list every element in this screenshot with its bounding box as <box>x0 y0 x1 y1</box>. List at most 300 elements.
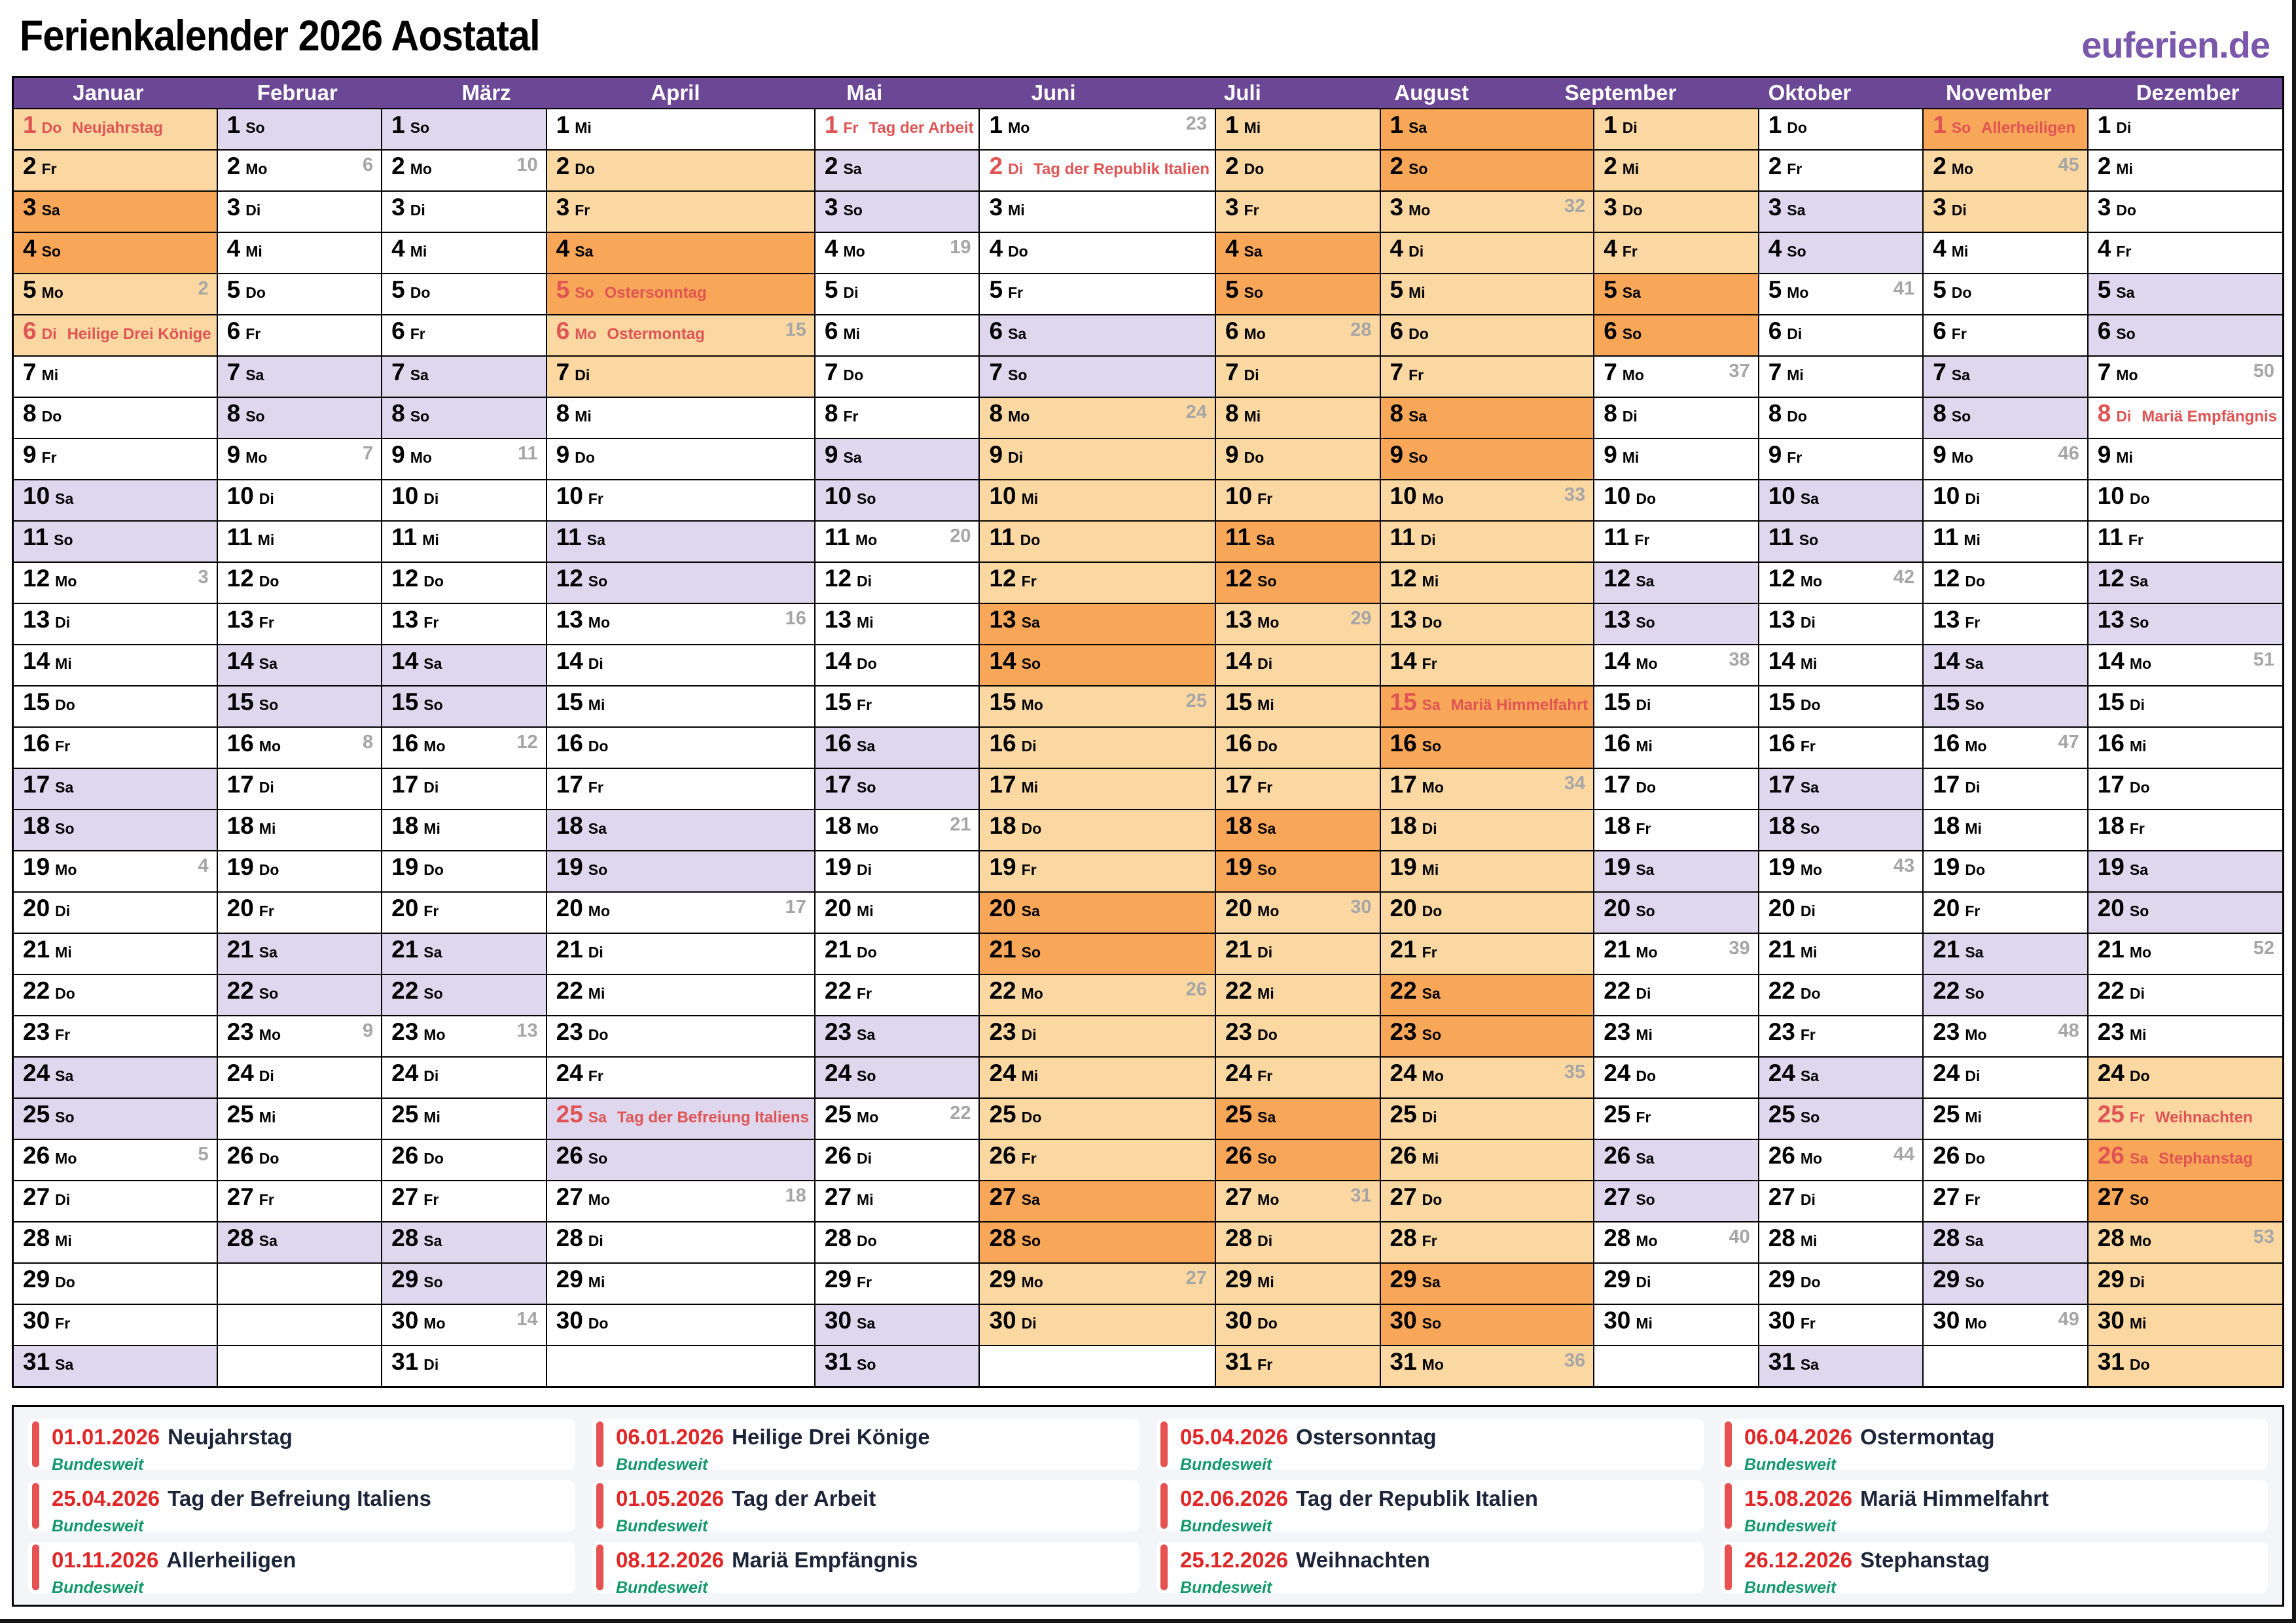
day-number: 8 <box>226 400 241 427</box>
day-number: 1 <box>989 111 1003 138</box>
day-cell <box>1924 232 2087 273</box>
day-cell <box>980 685 1215 726</box>
day-number: 29 <box>824 1266 852 1293</box>
holiday-card-line <box>52 1548 567 1573</box>
day-cell <box>1381 438 1594 479</box>
weekday-label: So <box>1622 325 1642 342</box>
weekday-label: Di <box>1622 408 1638 425</box>
weekday-label: Di <box>1800 614 1816 631</box>
day-cell <box>980 562 1215 603</box>
day-cell <box>382 149 546 190</box>
day-cell <box>547 1139 814 1180</box>
holiday-scope: Bundesweit <box>1744 1578 1837 1593</box>
day-number: 1 <box>556 111 570 138</box>
day-cell <box>2089 149 2282 190</box>
weekday-label: Do <box>588 738 609 755</box>
day-cell <box>382 438 546 479</box>
weekday-label: Mo <box>245 449 268 466</box>
day-cell <box>1924 850 2087 891</box>
day-number: 15 <box>1225 688 1253 715</box>
weekday-label: Sa <box>1257 820 1276 837</box>
holiday-name: Allerheiligen <box>166 1548 296 1572</box>
day-number: 9 <box>1933 441 1946 468</box>
day-cell <box>980 355 1215 397</box>
day-number: 13 <box>2097 606 2125 633</box>
day-cell <box>2089 190 2282 232</box>
day-cell <box>1381 644 1594 685</box>
weekday-label: Mo <box>410 449 432 466</box>
weekday-label: Di <box>1244 366 1259 383</box>
day-number: 31 <box>23 1348 50 1375</box>
day-number: 11 <box>1390 524 1416 550</box>
day-cell <box>547 685 814 726</box>
weekday-label: Do <box>41 408 62 425</box>
week-number: 49 <box>2058 1309 2079 1330</box>
weekday-label: Sa <box>259 1232 278 1249</box>
day-cell <box>382 1221 546 1262</box>
weekday-label: So <box>1787 243 1806 260</box>
weekday-label: Fr <box>1636 1109 1651 1126</box>
week-number: 48 <box>2058 1020 2079 1041</box>
month-name: Oktober <box>1768 80 1852 105</box>
weekday-label: Di <box>423 1356 439 1373</box>
weekday-label: Mi <box>1021 779 1039 796</box>
day-number: 5 <box>2097 276 2111 303</box>
weekday-label: Do <box>1636 490 1657 507</box>
weekday-label: Fr <box>55 1315 71 1332</box>
month-column <box>814 108 979 1386</box>
weekday-label: Fr <box>843 119 859 136</box>
holiday-name: Tag der Arbeit <box>732 1486 876 1510</box>
day-cell <box>547 603 814 644</box>
day-number: 14 <box>1225 647 1253 674</box>
week-number: 26 <box>1185 979 1207 1000</box>
day-number: 2 <box>1933 152 1946 179</box>
weekday-label: Do <box>1800 1274 1821 1291</box>
day-number: 25 <box>989 1101 1016 1128</box>
holiday-card-line <box>1180 1486 1696 1511</box>
day-cell <box>816 520 979 562</box>
weekday-label: Do <box>2129 1356 2150 1373</box>
weekday-label: Mo <box>1800 861 1823 878</box>
weekday-label: So <box>1244 284 1263 301</box>
card-accent-bar <box>32 1483 39 1529</box>
day-number: 23 <box>989 1018 1016 1045</box>
weekday-label: So <box>1422 1315 1442 1332</box>
weekday-label: Mi <box>2129 1315 2147 1332</box>
day-cell <box>14 726 217 768</box>
day-number: 13 <box>1225 606 1253 633</box>
weekday-label: Sa <box>1800 490 1819 507</box>
day-number: 17 <box>1225 771 1253 798</box>
day-cell <box>980 603 1215 644</box>
day-number: 13 <box>23 606 50 633</box>
day-cell <box>1759 850 1923 891</box>
weekday-label: Do <box>423 1150 444 1167</box>
day-number: 15 <box>824 688 852 715</box>
card-accent-bar <box>596 1483 603 1529</box>
weekday-label: Mo <box>1257 614 1280 631</box>
day-cell <box>382 1056 546 1097</box>
weekday-label: Sa <box>1257 1109 1276 1126</box>
weekday-label: Fr <box>1965 614 1981 631</box>
day-number: 7 <box>391 359 405 385</box>
weekday-label: Do <box>1422 1191 1443 1208</box>
day-number: 25 <box>2097 1101 2125 1128</box>
weekday-label: Mi <box>1951 243 1969 260</box>
week-number: 43 <box>1893 855 1915 876</box>
day-number: 3 <box>391 194 405 221</box>
day-cell <box>547 1056 814 1097</box>
weekday-label: Do <box>1800 985 1821 1002</box>
day-number: 2 <box>391 152 405 179</box>
day-cell <box>547 520 814 562</box>
empty-cell <box>1924 1345 2087 1386</box>
day-number: 30 <box>23 1307 50 1334</box>
holiday-scope: Bundesweit <box>52 1455 144 1470</box>
weekday-label: Fr <box>1787 449 1803 466</box>
day-cell <box>1216 149 1380 190</box>
day-number: 18 <box>23 812 50 839</box>
day-cell <box>1759 108 1923 149</box>
weekday-label: Do <box>1020 531 1041 548</box>
day-cell <box>1594 520 1758 562</box>
weekday-label: Fr <box>1622 243 1638 260</box>
weekday-label: Mo <box>843 243 865 260</box>
weekday-label: Do <box>857 1232 877 1249</box>
weekday-label: Mo <box>55 861 77 878</box>
day-number: 14 <box>1390 647 1417 674</box>
day-number: 11 <box>1933 524 1959 550</box>
weekday-label: Mo <box>1422 1356 1444 1373</box>
day-number: 26 <box>556 1142 583 1169</box>
holiday-date: 05.04.2026 <box>1180 1425 1289 1449</box>
day-cell <box>816 809 979 850</box>
day-cell <box>2089 1015 2282 1056</box>
week-number: 52 <box>2253 938 2274 959</box>
weekday-label: Fr <box>1800 1026 1816 1043</box>
day-number: 22 <box>391 977 419 1004</box>
weekday-label: Sa <box>843 449 862 466</box>
weekday-label: Do <box>1965 573 1986 590</box>
weekday-label: Mo <box>1257 902 1280 919</box>
card-accent-bar <box>32 1544 39 1590</box>
day-number: 11 <box>1768 524 1794 550</box>
day-number: 8 <box>824 400 838 427</box>
day-number: 19 <box>1390 853 1417 880</box>
day-cell <box>547 1015 814 1056</box>
weekday-label: Mo <box>41 284 63 301</box>
day-number: 28 <box>391 1224 419 1251</box>
day-cell <box>547 891 814 933</box>
day-cell <box>547 273 814 314</box>
weekday-label: Fr <box>2128 531 2144 548</box>
day-number: 30 <box>556 1307 583 1334</box>
day-number: 14 <box>989 647 1016 674</box>
day-cell <box>2089 974 2282 1015</box>
day-cell <box>1594 562 1758 603</box>
day-cell <box>2089 562 2282 603</box>
day-cell <box>547 850 814 891</box>
weekday-label: Sa <box>857 738 876 755</box>
day-number: 3 <box>824 194 838 221</box>
week-number: 25 <box>1185 690 1207 711</box>
weekday-label: So <box>1021 655 1041 672</box>
day-cell <box>218 520 382 562</box>
weekday-label: So <box>259 696 279 713</box>
day-number: 5 <box>226 276 241 303</box>
day-number: 30 <box>1933 1307 1960 1334</box>
holiday-date: 25.04.2026 <box>52 1486 160 1510</box>
day-number: 12 <box>1933 565 1960 592</box>
day-number: 30 <box>989 1307 1016 1334</box>
day-number: 14 <box>1768 647 1795 674</box>
day-number: 25 <box>824 1101 852 1128</box>
weekday-label: Do <box>1244 449 1265 466</box>
day-number: 21 <box>1604 936 1631 963</box>
day-number: 30 <box>1225 1307 1253 1334</box>
day-number: 7 <box>1768 359 1782 385</box>
day-number: 24 <box>1933 1060 1960 1086</box>
day-cell <box>382 479 546 520</box>
day-cell <box>382 603 546 644</box>
day-cell <box>816 685 979 726</box>
month-name: März <box>461 80 511 105</box>
holiday-label: Mariä Himmelfahrt <box>1450 696 1588 714</box>
day-number: 12 <box>824 565 852 592</box>
day-cell <box>980 1180 1215 1221</box>
weekday-label: Fr <box>1965 1191 1981 1208</box>
day-number: 16 <box>556 730 583 757</box>
day-number: 16 <box>391 730 419 757</box>
week-number: 53 <box>2253 1226 2274 1247</box>
day-cell <box>1216 850 1380 891</box>
holiday-card-line <box>616 1548 1132 1573</box>
day-cell <box>980 108 1215 149</box>
day-number: 7 <box>1604 359 1617 385</box>
day-number: 17 <box>23 771 50 798</box>
day-number: 9 <box>1768 441 1782 468</box>
weekday-label: Di <box>857 861 872 878</box>
holiday-name: Mariä Himmelfahrt <box>1860 1486 2049 1510</box>
weekday-label: Sa <box>259 655 278 672</box>
weekday-label: Fr <box>423 902 439 919</box>
day-cell <box>1924 1015 2087 1056</box>
day-number: 27 <box>556 1183 583 1210</box>
weekday-label: So <box>423 985 443 1002</box>
day-cell <box>1924 685 2087 726</box>
month-column <box>2087 108 2282 1386</box>
day-cell <box>980 438 1215 479</box>
weekday-label: Sa <box>1965 1232 1984 1249</box>
weekday-label: Di <box>1951 202 1967 219</box>
day-number: 8 <box>391 400 405 427</box>
month-name: Februar <box>257 80 338 105</box>
day-cell <box>2089 809 2282 850</box>
day-number: 7 <box>1225 359 1239 385</box>
day-number: 16 <box>1933 730 1960 757</box>
day-number: 6 <box>23 317 37 344</box>
day-number: 13 <box>989 606 1016 633</box>
day-number: 10 <box>1225 482 1253 509</box>
empty-cell <box>1594 1345 1758 1386</box>
day-cell <box>1759 1345 1923 1386</box>
day-cell <box>2089 314 2282 355</box>
weekday-label: Fr <box>1244 202 1259 219</box>
day-cell <box>816 273 979 314</box>
weekday-label: Di <box>2116 408 2132 425</box>
weekday-label: Mo <box>410 160 432 177</box>
day-number: 16 <box>1225 730 1253 757</box>
day-number: 26 <box>391 1142 419 1169</box>
day-cell <box>1594 1139 1758 1180</box>
day-cell <box>1759 726 1923 768</box>
day-number: 29 <box>1390 1266 1417 1293</box>
holiday-card <box>1721 1419 2268 1470</box>
day-number: 27 <box>824 1183 852 1210</box>
day-number: 31 <box>1390 1348 1417 1375</box>
day-cell <box>14 1304 217 1345</box>
weekday-label: So <box>55 1109 75 1126</box>
month-name: Januar <box>73 80 144 105</box>
weekday-label: Di <box>1965 779 1981 796</box>
holiday-scope: Bundesweit <box>1180 1578 1272 1593</box>
day-cell <box>1594 355 1758 397</box>
weekday-label: Mo <box>857 1109 879 1126</box>
day-cell <box>14 438 217 479</box>
day-cell <box>547 479 814 520</box>
day-number: 15 <box>23 688 50 715</box>
day-number: 18 <box>1933 812 1960 839</box>
day-cell <box>1216 1304 1380 1345</box>
weekday-label: Fr <box>575 202 590 219</box>
weekday-label: Fr <box>245 325 261 342</box>
day-number: 8 <box>1768 400 1782 427</box>
weekday-label: Do <box>1257 1026 1278 1043</box>
weekday-label: Mi <box>857 1191 874 1208</box>
day-number: 21 <box>23 936 50 963</box>
day-cell <box>1594 685 1758 726</box>
day-number: 28 <box>989 1224 1016 1251</box>
weekday-label: So <box>1636 1191 1655 1208</box>
weekday-label: Do <box>1021 820 1042 837</box>
day-cell <box>816 1345 979 1386</box>
day-cell <box>1924 974 2087 1015</box>
day-number: 30 <box>2097 1307 2125 1334</box>
holiday-date: 25.12.2026 <box>1180 1548 1289 1572</box>
holiday-label: Allerheiligen <box>1981 119 2076 137</box>
day-cell <box>2089 726 2282 768</box>
day-number: 24 <box>1390 1060 1417 1086</box>
weekday-label: So <box>1800 820 1820 837</box>
day-cell <box>547 726 814 768</box>
day-cell <box>1924 1304 2087 1345</box>
day-cell <box>382 355 546 397</box>
day-cell <box>14 1097 217 1139</box>
day-cell <box>1381 685 1594 726</box>
weekday-label: Mi <box>588 696 605 713</box>
day-number: 1 <box>391 111 405 138</box>
day-cell <box>2089 685 2282 726</box>
day-cell <box>816 933 979 974</box>
day-number: 2 <box>824 152 838 179</box>
site-logo[interactable]: euferien.de <box>2081 24 2270 65</box>
weekday-label: Fr <box>857 696 872 713</box>
weekday-label: Mo <box>1951 449 1973 466</box>
day-cell <box>218 397 382 438</box>
weekday-label: Fr <box>410 325 425 342</box>
weekday-label: Di <box>2129 985 2145 1002</box>
day-number: 5 <box>23 276 37 303</box>
day-number: 21 <box>1768 936 1795 963</box>
day-number: 20 <box>226 895 254 921</box>
weekday-label: Di <box>1408 243 1424 260</box>
day-number: 5 <box>1604 276 1617 303</box>
day-number: 18 <box>2097 812 2125 839</box>
weekday-label: Sa <box>1965 944 1984 961</box>
day-number: 23 <box>556 1018 583 1045</box>
weekday-label: Fr <box>1021 1150 1037 1167</box>
day-cell <box>382 768 546 809</box>
weekday-label: Fr <box>259 1191 274 1208</box>
weekday-label: Do <box>2129 1067 2150 1084</box>
weekday-label: Fr <box>1800 738 1816 755</box>
day-cell <box>1216 603 1380 644</box>
holiday-scope: Bundesweit <box>616 1455 708 1470</box>
day-cell <box>1381 1056 1594 1097</box>
weekday-label: So <box>857 1356 876 1373</box>
weekday-label: Sa <box>1021 902 1040 919</box>
day-number: 27 <box>989 1183 1016 1210</box>
weekday-label: Mi <box>1257 985 1274 1002</box>
weekday-label: Fr <box>1634 531 1650 548</box>
day-cell <box>547 1262 814 1304</box>
day-number: 29 <box>391 1266 419 1293</box>
day-number: 5 <box>1390 276 1404 303</box>
day-number: 15 <box>1933 688 1960 715</box>
holiday-scope: Bundesweit <box>1744 1517 1837 1531</box>
weekday-label: Di <box>1422 1109 1437 1126</box>
week-number: 51 <box>2253 649 2274 670</box>
day-cell <box>2089 1180 2282 1221</box>
day-number: 11 <box>23 524 49 550</box>
week-number: 44 <box>1893 1144 1915 1165</box>
day-number: 12 <box>23 565 50 592</box>
day-number: 23 <box>2097 1018 2125 1045</box>
day-number: 1 <box>824 111 838 138</box>
day-cell <box>2089 768 2282 809</box>
day-number: 1 <box>1604 111 1617 138</box>
day-number: 2 <box>1225 152 1239 179</box>
holiday-date: 06.04.2026 <box>1744 1425 1853 1449</box>
weekday-label: Sa <box>1422 1274 1441 1291</box>
holiday-card <box>28 1480 575 1531</box>
holiday-name: Weihnachten <box>1296 1548 1430 1572</box>
day-number: 11 <box>824 524 850 550</box>
day-number: 6 <box>1768 317 1782 344</box>
weekday-label: Sa <box>575 243 594 260</box>
day-cell <box>1594 644 1758 685</box>
weekday-label: Sa <box>1244 243 1263 260</box>
day-cell <box>1216 933 1380 974</box>
day-cell <box>1216 644 1380 685</box>
day-cell <box>1594 850 1758 891</box>
day-number: 15 <box>1604 688 1631 715</box>
day-cell <box>1924 438 2087 479</box>
day-number: 27 <box>2097 1183 2125 1210</box>
day-cell <box>1216 190 1380 232</box>
holiday-date: 06.01.2026 <box>616 1425 725 1449</box>
